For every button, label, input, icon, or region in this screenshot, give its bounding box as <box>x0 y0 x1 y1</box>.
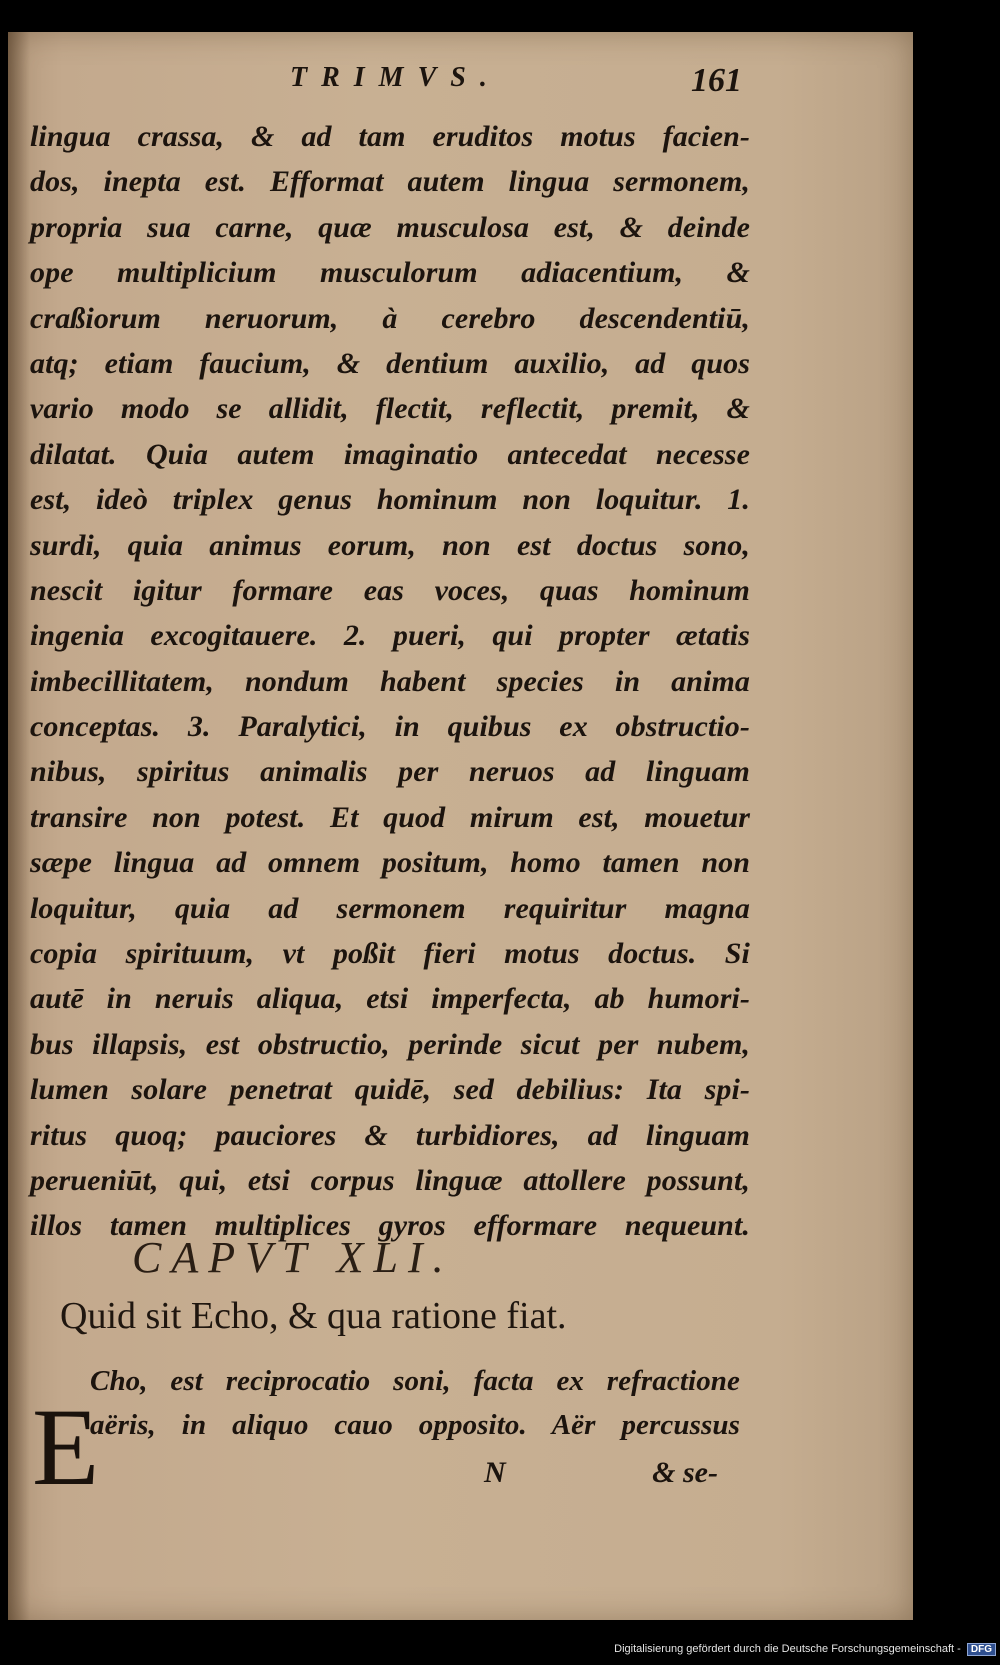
text-line: copia spirituum, vt poßit fieri motus doctus. Si <box>30 937 750 971</box>
signature-mark: N <box>484 1456 506 1489</box>
text-line: bus illapsis, est obstructio, perinde sicut per nubem, <box>30 1027 750 1061</box>
text-line: ritus quoq; pauciores & turbidiores, ad linguam <box>30 1118 750 1152</box>
text-line: transire non potest. Et quod mirum est, mouetur <box>30 800 750 834</box>
text-line: lingua crassa, & ad tam eruditos motus facien- <box>30 120 750 153</box>
text-line: illos tamen multiplices gyros efformare nequeunt. <box>30 1209 750 1243</box>
digitization-credit <box>614 1643 996 1656</box>
text-line: Cho, est reciprocatio soni, facta ex refractione <box>90 1365 740 1397</box>
text-line: conceptas. 3. Paralytici, in quibus ex obstructio- <box>30 710 750 744</box>
chapter-opening <box>90 1359 740 1447</box>
text-line: loquitur, quia ad sermonem requiritur magna <box>30 891 750 925</box>
text-line: atq; etiam faucium, & dentium auxilio, ad quos <box>30 346 750 380</box>
text-line: nibus, spiritus animalis per neruos ad linguam <box>30 755 750 789</box>
dfg-logo: DFG <box>967 1643 996 1656</box>
text-line: perueniūt, qui, etsi corpus linguæ attollere possunt, <box>30 1163 750 1197</box>
text-line: propria sua carne, quæ musculosa est, & deinde <box>30 210 750 244</box>
text-line: dilatat. Quia autem imaginatio antecedat necesse <box>30 437 750 471</box>
text-line: dos, inepta est. Efformat autem lingua sermonem, <box>30 165 750 199</box>
chapter-heading: Quid sit Echo, & qua ratione fiat. <box>60 1295 567 1337</box>
catchword-line <box>22 1456 742 1500</box>
drop-cap: E <box>32 1386 100 1508</box>
text-line: ingenia excogitauere. 2. pueri, qui propter ætatis <box>30 619 750 653</box>
book-page <box>8 32 913 1620</box>
text-line: est, ideò triplex genus hominum non loquitur. 1. <box>30 483 750 517</box>
text-line: vario modo se allidit, flectit, reflectit, premit, & <box>30 392 750 426</box>
text-line: craßiorum neruorum, à cerebro descendentiū, <box>30 301 750 335</box>
text-line: surdi, quia animus eorum, non est doctus sono, <box>30 528 750 562</box>
text-line: imbecillitatem, nondum habent species in anima <box>30 664 750 698</box>
credit-text: Digitalisierung gefördert durch die Deutsche Forschungsgemeinschaft - <box>614 1643 961 1655</box>
text-line: nescit igitur formare eas voces, quas hominum <box>30 573 750 607</box>
running-head: TRIMVS. <box>290 62 501 93</box>
body-text <box>30 114 750 1249</box>
text-line: lumen solare penetrat quidē, sed debilius: Ita spi- <box>30 1073 750 1107</box>
page-number: 161 <box>691 62 742 99</box>
text-line: autē in neruis aliqua, etsi imperfecta, ab humori- <box>30 982 750 1016</box>
catchword: & se- <box>652 1456 718 1489</box>
text-line: sæpe lingua ad omnem positum, homo tamen non <box>30 846 750 880</box>
page-header <box>262 62 742 102</box>
chapter-title: CAPVT XLI. <box>132 1233 454 1282</box>
text-line: ope multiplicium musculorum adiacentium, & <box>30 256 750 290</box>
text-line: aëris, in aliquo cauo opposito. Aër percussus <box>90 1409 740 1441</box>
